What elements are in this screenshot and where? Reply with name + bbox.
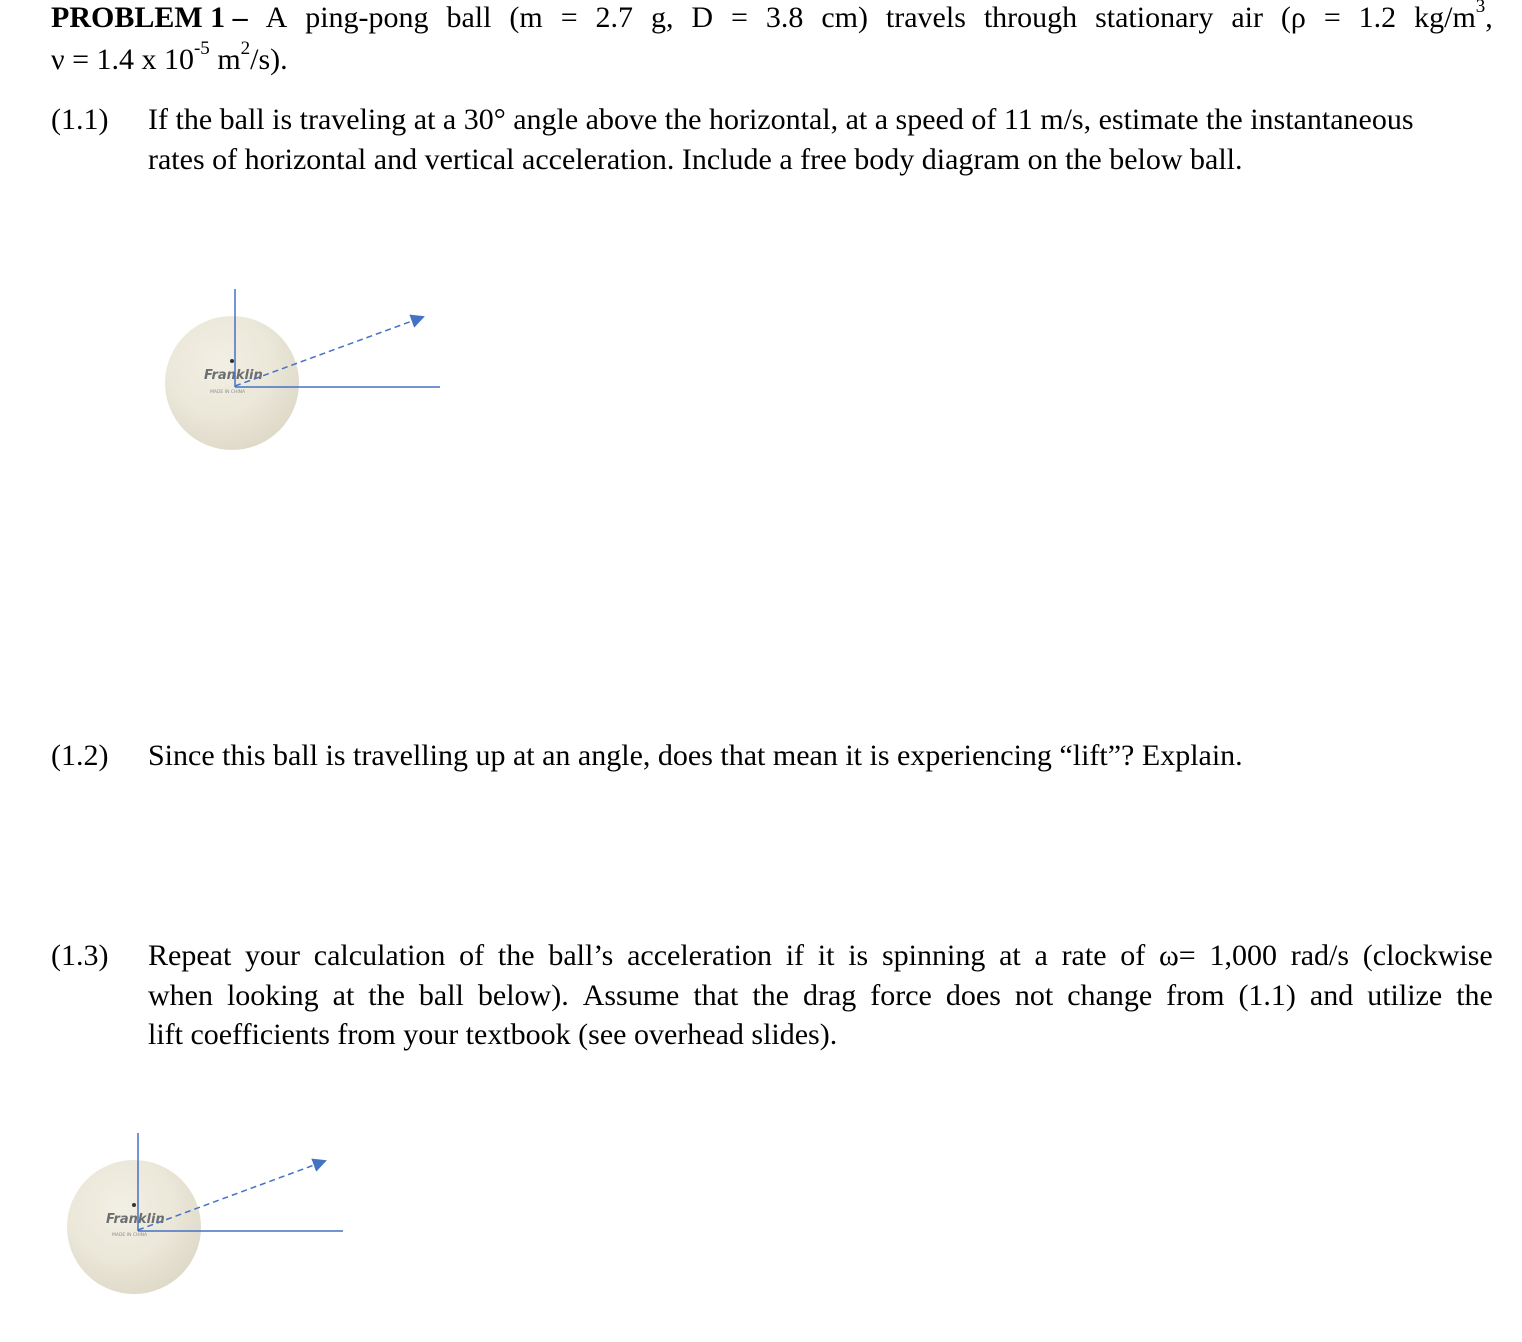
velocity-arrow-dashed (235, 317, 423, 386)
free-body-axes-2 (132, 1133, 343, 1231)
intro-word: (m (509, 1, 543, 34)
ball-center-dot (132, 1203, 136, 1207)
intro-word: g, (650, 1, 674, 34)
question-1-3-line-3: lift coefficients from your textbook (see overhead slides). (148, 1018, 838, 1051)
ball-made-in-text: MADE IN CHINA (112, 1233, 148, 1238)
ball-brand-logo: Franklin (106, 1212, 165, 1227)
intro-density-unit: $kg/m^3$, (1414, 0, 1493, 34)
problem-statement-line-2: ν = 1.4 x $10^{-5}$ $m^2/s$). (51, 38, 288, 76)
intro-word: 2.7 (595, 1, 634, 34)
intro-word: (ρ (1280, 1, 1306, 34)
problem-label: PROBLEM 1 – (51, 1, 248, 34)
intro-word: = (1323, 1, 1341, 34)
intro-word: D (691, 1, 714, 34)
intro-word: = (731, 1, 748, 34)
intro-word: through (983, 1, 1078, 34)
question-number-1-1: (1.1) (51, 103, 109, 136)
question-1-2-line-1: Since this ball is travelling up at an angle, does that mean it is experiencing “lift”? Explain. (148, 739, 1243, 772)
intro-word: travels (885, 1, 966, 34)
intro-word: 3.8 (765, 1, 804, 34)
intro-word: A (265, 1, 288, 34)
intro-word: cm) (821, 1, 868, 34)
intro-word: = (560, 1, 578, 34)
question-1-1-line-1: If the ball is traveling at a 30° angle above the horizontal, at a speed of 11 m/s, estimate the instantaneous (148, 103, 1414, 136)
question-1-3-line-1: Repeat your calculation of the ball’s acceleration if it is spinning at a rate of ω= 1,000 rad/s (clockwise (148, 939, 1493, 972)
ball-brand-logo: Franklin (204, 368, 263, 383)
intro-word: air (1231, 1, 1263, 34)
free-body-axes-1 (230, 289, 440, 387)
intro-word: stationary (1095, 1, 1214, 34)
question-number-1-3: (1.3) (51, 939, 109, 972)
question-number-1-2: (1.2) (51, 739, 109, 772)
velocity-arrow-dashed (138, 1161, 325, 1230)
ball-made-in-text: MADE IN CHINA (210, 390, 246, 395)
intro-word: ball (446, 1, 492, 34)
question-1-1-line-2: rates of horizontal and vertical acceleration. Include a free body diagram on the below ball. (148, 143, 1243, 176)
ball-center-dot (230, 359, 234, 363)
intro-word: ping-pong (305, 1, 429, 34)
intro-word: 1.2 (1358, 1, 1397, 34)
question-1-3-line-2: when looking at the ball below). Assume that the drag force does not change from (1.1) and utilize the (148, 979, 1493, 1012)
